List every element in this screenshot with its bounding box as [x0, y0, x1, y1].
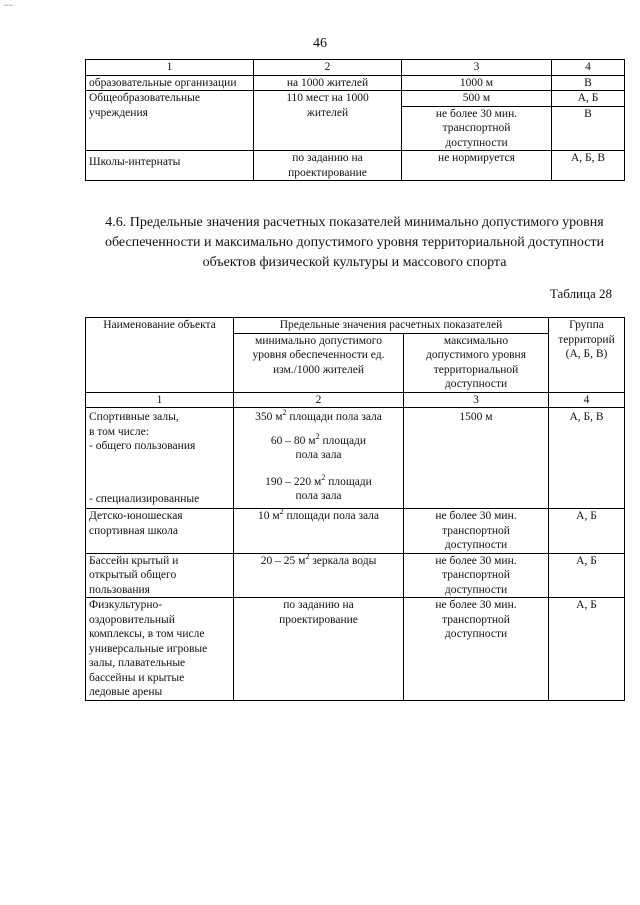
cell-value: 110 мест на 1000 жителей: [254, 91, 402, 151]
cell-value: по заданию на проектирование: [254, 151, 402, 181]
header-max-level: максимально допустимого уровня территориальной доступности: [404, 333, 549, 392]
cell-value: А, Б: [549, 598, 625, 701]
object-name: Физкультурно-оздоровительный комплексы, в том числе универсальные игровые залы, плавательные бассейны и крытые ледовые арены: [86, 598, 234, 701]
cell-value: не более 30 мин. транспортной доступности: [402, 106, 552, 151]
header-min-level: минимально допустимого уровня обеспеченности ед. изм./1000 жителей: [234, 333, 404, 392]
cell-value: А, Б: [549, 509, 625, 554]
table-row: [86, 151, 625, 181]
value-number: 60 – 80 м: [270, 434, 316, 447]
value-number: 350 м: [255, 411, 283, 423]
cell-value: 1500 м: [404, 408, 549, 509]
cell-value: 1000 м: [402, 75, 552, 91]
col-number: 3: [402, 60, 552, 76]
sports-halls-general: - общего пользования: [89, 440, 196, 452]
cell-value: не более 30 мин. транспортной доступности: [404, 553, 549, 598]
page-number: 46: [313, 36, 327, 51]
col-number: 1: [86, 392, 234, 408]
cell-value: по заданию на проектирование: [234, 598, 404, 701]
value-sup: 2: [315, 431, 320, 441]
cell-value: [234, 553, 404, 598]
table-caption: Таблица 28: [549, 286, 612, 301]
section-heading: 4.6. Предельные значения расчетных показателей минимально допустимого уровня обеспеченности и максимально допустимого уровня территориальной доступности объектов физической культуры и массового спорта: [104, 215, 605, 270]
sports-halls-special: - специализированные: [89, 492, 200, 505]
table-row: [86, 60, 625, 76]
header-limit-values: Предельные значения расчетных показателей: [234, 318, 549, 334]
value-sup: 2: [279, 507, 284, 517]
header-name: Наименование объекта: [86, 318, 234, 393]
cell-value: В: [552, 75, 625, 91]
table-row: [86, 91, 625, 107]
table-row: [86, 408, 625, 509]
sports-halls-line2: в том числе:: [89, 425, 149, 438]
corner-mark: ~~: [4, 1, 13, 10]
cell-value: [234, 509, 404, 554]
table-row: [86, 509, 625, 554]
table-row: [86, 75, 625, 91]
cell-value: не более 30 мин. транспортной доступности: [404, 598, 549, 701]
object-name: Бассейн крытый и открытый общего пользования: [86, 553, 234, 598]
sports-halls-line1: Спортивные залы,: [89, 411, 179, 423]
value-number: 20 – 25 м: [260, 554, 306, 567]
value-sup: 2: [321, 472, 326, 482]
col-number: 2: [234, 392, 404, 408]
object-name: Детско-юношеская спортивная школа: [86, 509, 234, 554]
cell-value: А, Б, В: [549, 408, 625, 509]
object-name: Общеобразовательные учреждения: [86, 91, 254, 151]
table-row: [86, 553, 625, 598]
cell-value: А, Б, В: [552, 151, 625, 181]
object-name: Школы-интернаты: [86, 151, 254, 181]
value-text: площади пола зала: [286, 510, 380, 522]
cell-value: не нормируется: [402, 151, 552, 181]
value-sup: 2: [282, 408, 287, 418]
value-text: площади пола зала: [289, 411, 382, 423]
cell-value: В: [552, 106, 625, 151]
header-row: [86, 318, 625, 334]
cell-value: 500 м: [402, 91, 552, 107]
col-number: 3: [404, 392, 549, 408]
col-number: 4: [552, 60, 625, 76]
table-row: [86, 392, 625, 408]
table-row: [86, 598, 625, 701]
cell-value: [234, 408, 404, 509]
object-name: [86, 408, 234, 509]
value-text: зеркала воды: [312, 554, 377, 567]
value-text: площади пола зала: [295, 475, 372, 502]
cell-value: не более 30 мин. транспортной доступности: [404, 509, 549, 554]
value-text: площади пола зала: [295, 434, 367, 461]
education-table: [85, 59, 625, 181]
header-group: Группа территорий (А, Б, В): [549, 318, 625, 393]
col-number: 2: [254, 60, 402, 76]
sports-table: [85, 317, 625, 701]
col-number: 4: [549, 392, 625, 408]
cell-value: А, Б: [552, 91, 625, 107]
col-number: 1: [86, 60, 254, 76]
value-number: 10 м: [257, 510, 280, 522]
value-sup: 2: [305, 551, 310, 561]
cell-value: А, Б: [549, 553, 625, 598]
object-name: образовательные организации: [86, 75, 254, 91]
cell-value: на 1000 жителей: [254, 75, 402, 91]
value-number: 190 – 220 м: [265, 475, 322, 488]
